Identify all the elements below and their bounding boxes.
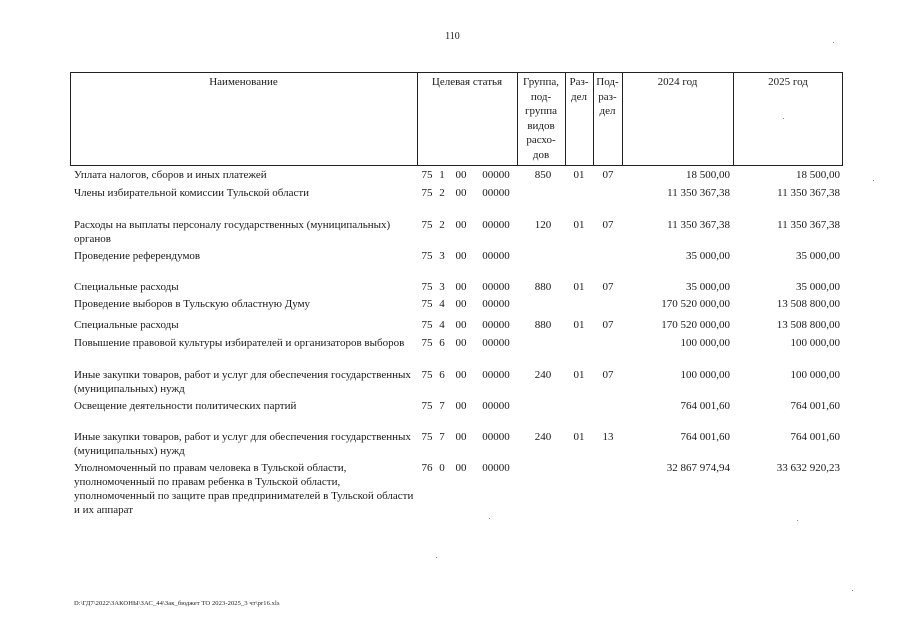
cell-c3: 00 xyxy=(455,281,467,293)
cell-c4: 00000 xyxy=(482,337,510,349)
cell-c4: 00000 xyxy=(482,169,510,181)
cell-name: Иные закупки товаров, работ и услуг для обеспечения государственных (муниципальных) нужд xyxy=(74,431,411,457)
cell-y2025: 11 350 367,38 xyxy=(777,219,840,231)
cell-c4: 00000 xyxy=(482,400,510,412)
cell-group: 880 xyxy=(534,319,552,331)
cell-y2024: 32 867 974,94 xyxy=(666,462,730,474)
cell-name: Специальные расходы xyxy=(74,319,179,331)
cell-group: 240 xyxy=(534,369,552,381)
cell-section: 01 xyxy=(573,431,585,443)
cell-c4: 00000 xyxy=(482,369,510,381)
cell-y2024: 18 500,00 xyxy=(686,169,730,181)
scan-speck xyxy=(783,118,784,119)
cell-c2: 2 xyxy=(439,187,445,199)
cell-c1: 75 xyxy=(421,169,433,181)
cell-c4: 00000 xyxy=(482,298,510,310)
cell-name: Повышение правовой культуры избирателей и организаторов выборов xyxy=(74,337,405,349)
cell-name: Проведение референдумов xyxy=(74,250,201,262)
cell-c2: 7 xyxy=(439,400,445,412)
cell-c1: 75 xyxy=(421,400,433,412)
scan-speck xyxy=(833,42,834,43)
cell-subsection: 07 xyxy=(602,169,614,181)
cell-subsection: 07 xyxy=(602,319,614,331)
cell-c1: 75 xyxy=(421,219,433,231)
cell-c1: 75 xyxy=(421,431,433,443)
cell-name: Уполномоченный по правам человека в Тульской области, уполномоченный по правам ребенка в Тульской области, уполномоченный по защите прав предпринимателей в Тульской области и их аппарат xyxy=(74,462,414,516)
cell-name: Расходы на выплаты персоналу государственных (муниципальных) органов xyxy=(74,219,391,245)
cell-y2024: 764 001,60 xyxy=(680,431,730,443)
cell-section: 01 xyxy=(573,281,585,293)
header-subsection: Под- раз- дел xyxy=(596,76,619,117)
cell-c2: 3 xyxy=(439,250,445,262)
cell-c3: 00 xyxy=(455,337,467,349)
cell-y2025: 11 350 367,38 xyxy=(777,187,840,199)
cell-subsection: 07 xyxy=(602,369,614,381)
cell-section: 01 xyxy=(573,219,585,231)
cell-y2024: 35 000,00 xyxy=(686,250,730,262)
cell-subsection: 07 xyxy=(602,281,614,293)
header-2025: 2025 год xyxy=(768,76,808,88)
cell-name: Проведение выборов в Тульскую областную Думу xyxy=(74,298,311,310)
cell-c1: 75 xyxy=(421,337,433,349)
cell-c4: 00000 xyxy=(482,187,510,199)
cell-c3: 00 xyxy=(455,169,467,181)
cell-c3: 00 xyxy=(455,219,467,231)
cell-y2025: 764 001,60 xyxy=(790,431,840,443)
cell-c3: 00 xyxy=(455,369,467,381)
cell-section: 01 xyxy=(573,369,585,381)
cell-name: Уплата налогов, сборов и иных платежей xyxy=(74,169,267,181)
scan-speck xyxy=(436,557,437,558)
cell-subsection: 07 xyxy=(602,219,614,231)
cell-y2025: 13 508 800,00 xyxy=(776,319,840,331)
cell-c1: 75 xyxy=(421,187,433,199)
cell-y2025: 100 000,00 xyxy=(790,369,840,381)
cell-c3: 00 xyxy=(455,400,467,412)
cell-y2025: 33 632 920,23 xyxy=(776,462,840,474)
cell-c2: 6 xyxy=(439,369,445,381)
cell-y2024: 170 520 000,00 xyxy=(661,298,730,310)
scan-speck xyxy=(852,590,853,591)
cell-group: 120 xyxy=(534,219,552,231)
cell-section: 01 xyxy=(573,169,585,181)
header-2024: 2024 год xyxy=(657,76,698,88)
cell-name: Члены избирательной комиссии Тульской области xyxy=(74,187,310,199)
cell-y2024: 11 350 367,38 xyxy=(667,219,730,231)
cell-c3: 00 xyxy=(455,462,467,474)
page-number: 110 xyxy=(445,31,460,42)
scan-speck xyxy=(873,180,874,181)
cell-c3: 00 xyxy=(455,298,467,310)
header-target: Целевая статья xyxy=(431,76,503,88)
cell-c4: 00000 xyxy=(482,462,510,474)
cell-c4: 00000 xyxy=(482,431,510,443)
cell-subsection: 13 xyxy=(602,431,614,443)
cell-group: 240 xyxy=(534,431,552,443)
cell-c2: 2 xyxy=(439,219,445,231)
cell-section: 01 xyxy=(573,319,585,331)
header-group: Группа, под- группа видов расхо- дов xyxy=(523,76,559,161)
cell-c2: 6 xyxy=(439,337,445,349)
cell-group: 880 xyxy=(534,281,552,293)
footer-file-path: D:\ГД7\2022\ЗАКОНЫ\ЗАС_44\Зак_бюджет ТО 2023-2025_3 чт\pr16.xls xyxy=(74,600,280,607)
cell-c2: 3 xyxy=(439,281,445,293)
cell-c1: 75 xyxy=(421,298,433,310)
cell-c3: 00 xyxy=(455,187,467,199)
cell-c2: 7 xyxy=(439,431,445,443)
cell-c1: 75 xyxy=(421,281,433,293)
cell-c1: 75 xyxy=(421,250,433,262)
cell-c4: 00000 xyxy=(482,219,510,231)
cell-c2: 1 xyxy=(439,169,445,181)
scan-speck xyxy=(797,520,798,521)
cell-name: Специальные расходы xyxy=(74,281,179,293)
cell-name: Иные закупки товаров, работ и услуг для обеспечения государственных (муниципальных) нужд xyxy=(74,369,411,395)
cell-y2025: 35 000,00 xyxy=(796,281,840,293)
cell-c3: 00 xyxy=(455,250,467,262)
cell-c4: 00000 xyxy=(482,319,510,331)
cell-y2025: 100 000,00 xyxy=(790,337,840,349)
cell-c1: 75 xyxy=(421,369,433,381)
cell-y2025: 764 001,60 xyxy=(790,400,840,412)
cell-y2024: 11 350 367,38 xyxy=(667,187,730,199)
header-name: Наименование xyxy=(209,76,278,88)
cell-c2: 0 xyxy=(439,462,445,474)
cell-c4: 00000 xyxy=(482,281,510,293)
cell-y2024: 35 000,00 xyxy=(686,281,730,293)
cell-y2025: 13 508 800,00 xyxy=(776,298,840,310)
cell-c1: 76 xyxy=(421,462,433,474)
cell-group: 850 xyxy=(534,169,552,181)
cell-name: Освещение деятельности политических партий xyxy=(74,400,297,412)
cell-c2: 4 xyxy=(439,298,445,310)
cell-c2: 4 xyxy=(439,319,445,331)
header-section: Раз- дел xyxy=(569,76,589,103)
cell-c3: 00 xyxy=(455,319,467,331)
cell-y2024: 100 000,00 xyxy=(680,337,730,349)
cell-y2025: 18 500,00 xyxy=(796,169,840,181)
cell-y2024: 170 520 000,00 xyxy=(661,319,730,331)
cell-c3: 00 xyxy=(455,431,467,443)
cell-y2024: 100 000,00 xyxy=(680,369,730,381)
cell-y2024: 764 001,60 xyxy=(680,400,730,412)
scan-speck xyxy=(489,518,490,519)
cell-y2025: 35 000,00 xyxy=(796,250,840,262)
cell-c4: 00000 xyxy=(482,250,510,262)
cell-c1: 75 xyxy=(421,319,433,331)
